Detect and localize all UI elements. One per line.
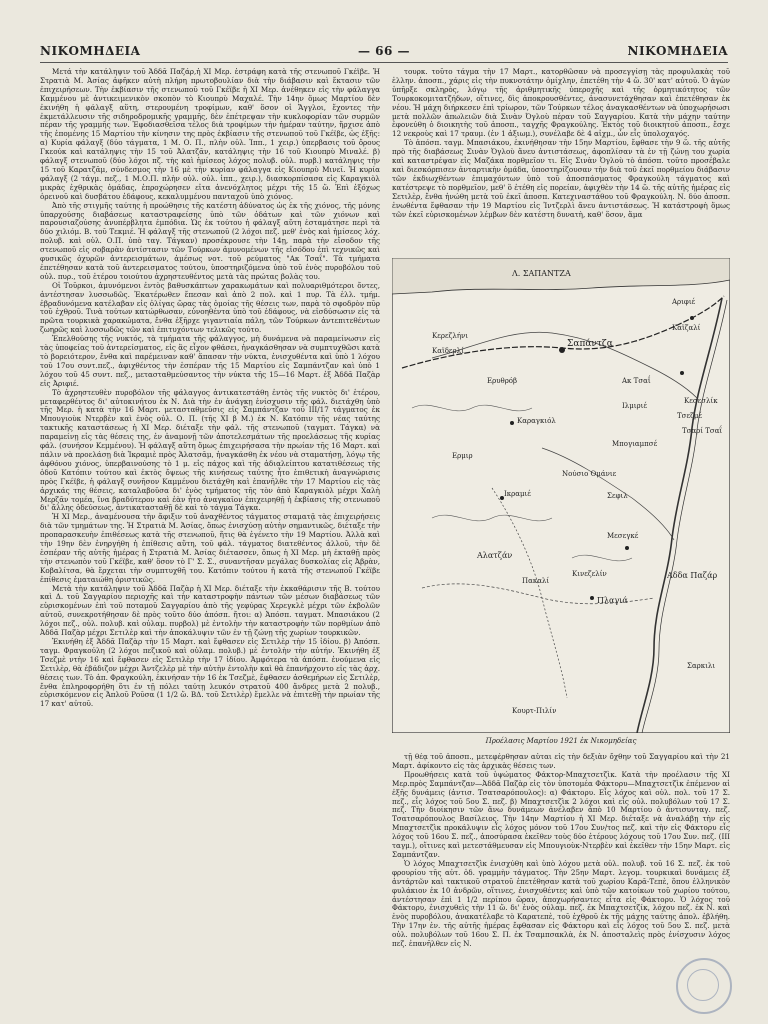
running-title-left: ΝΙΚΟΜΗΔΕΙΑ (40, 44, 141, 58)
map-label: Λ. ΣΑΠΑΝΤΖΑ (512, 269, 571, 278)
map-label: Ικραμιέ (504, 490, 531, 498)
map-label: Αλατζάν (477, 551, 513, 560)
map-label: Καραγκιόλ (517, 417, 556, 425)
map-label: Κεσεσλίκ (684, 397, 718, 405)
map-label: Τσεζμέ (677, 412, 703, 420)
paragraph: Ἡ ΧΙ Μερ., ἀναμένουσα τὴν ἄφιξιν τοῦ ἀναχθέντος τάγματος σταματᾷ τὰς ἐπιχειρήσεις διὰ τῶν τμημάτων της. Ἡ Στρατιὰ Μ. Ἀσίας, ὅπως ἐνισχύσῃ αὐτὴν σημαντικῶς, διέταξε τὴν προπαρασκευὴν ἐπιθέσεως κατὰ τῆς στενωποῦ, ἥτις θὰ ἐγένετο τὴν 19 Μαρτίου. Ἀλλὰ καὶ τὴν 19ην δὲν ἐνηργήθη ἡ ἐπίθεσις αὕτη, τοῦ φάλ. τάγματος διατεθέντος ἀλλοῦ, τὴν δὲ ἑσπέραν τῆς αὐτῆς ἡμέρας ἡ Στρατιὰ Μ. Ἀσίας διέτασσεν, ὅπως ἡ ΧΙ Μερ. μὴ ἐκταθῇ πρὸς τὴν στενωπὸν τοῦ Γκέϊβε, καθ' ὅσον τὸ Γ' Σ. Σ., συναντῆσαν μεγάλας δυσκολίας εἰς Ἀβρὰν, Κοβαλίτσα, θὰ ἔρχεται τὴν συμπτυχθῆ του. Κατόπιν τούτου ἡ κατὰ τῆς στενωποῦ Γκέϊβε ἐπίθεσις ἐματαιώθη ὁριστικῶς. (40, 512, 380, 584)
paragraph: Τὸ ἀχρηστευθὲν πυροβόλον τῆς φάλαγγος ἀντικατεστάθη ἐντὸς τῆς νυκτὸς δι' ἑτέρου, μεταφερθέντος δι' αὐτοκινήτου ἐκ Ν. Διὰ τὴν ἐν ἀνάγκῃ ἐνίσχυσιν τῆς φάλ. διετάχθη ὑπὸ τῆς Μερ. ἡ κατὰ τὴν 16 Μαρτ. μετασταθμεῦσις εἰς Σαμπάντζαν τοῦ ΙΙΙ/17 τάγματος ἐκ Μπουγιοὺκ Ντερβὲν καὶ ἑνὸς οὐλ. Ο. Π. (τῆς ΧΙ β Μ.) ἐκ Ν. Κατόπιν τῆς νέας ταύτης τακτικῆς καταστάσεως ἡ ΧΙ Μερ. διέταξε τὴν φάλ. τῆς στενωποῦ (ταγματ. Τάγκα) νὰ παραμείνῃ εἰς τὰς θέσεις της, ἐν ἀναμονῇ τῶν ἀποτελεσμάτων τῆς προελάσεως τῆς κυρίας φάλ. (συνήσον Κεμμένου). Ἡ φάλαγξ αὕτη ὅμως ἐπιχειρήσασα τὴν πρωίαν τῆς 16 Μαρτ. καὶ πάλιν νὰ προελάσῃ διὰ Ἰκραμιὲ πρὸς Ἀλατσᾶμ, ἠναγκάσθη ἐκ νέου νὰ σταματήσῃ, λόγῳ τῆς ἀφθόνου χιόνος, ὑπερβαινούσης τὸ 1 μ. εἰς πάχος καὶ τῆς ἀδιαλείπτου κατατιθέσεως τῆς ὁδοῦ Κατόπιν τούτου καὶ ἐκτὸς ὄψεως τῆς κινήσεως ταύτης ἦτο ἐπιθετικὴ ἀναγνώρισις πρὸς Γκέϊβε, ἡ φάλαγξ συνῆσον Καμμένου διετάχθη καὶ ἐπανῆλθε τὴν 17 Μαρτίου εἰς τὰς ἀρχικάς της θέσεις, καταλαβοῦσα δι' ἑνὸς τμήματος τῆς τὸν ἀπὸ Καραγκιὸλ μέχρι Χαλὴ Μερζᾶν τομέα, ἵνα βραδύτερον καὶ ἐὰν ἦτο ἀναγκαῖον ἐπιχειρηθῇ ἡ ἐκβίασις τῆς στενωποῦ δι' ἄλλης ὁδεύσεως, ἀντικατασταθῇ δὲ καὶ τὸ τάγμα Τάγκα. (40, 387, 380, 513)
paragraph: Ἐκινήθη ἐξ Ἀδδᾶ Παζὰρ τὴν 15 Μαρτ. καὶ ἔφθασεν εἰς Σετιλὲρ τὴν 15 ἰδίου. β) Ἀπόσπ. ταγμ. Φραγκούλη (2 λόχοι πεζικοῦ καὶ οὐλαμ. πολυβ.) μὲ ἐντολὴν τὴν αὐτήν. Ἐκινήθη ἐξ Τσεζμὲ ντὴν 16 καὶ ἔφθασεν εἰς Σετιλὲρ τὴν 17 ἰδίου. Ἀμφότερα τὰ ἀπόσπ. ἑνούμενα εἰς Σετιλὲρ, θὰ ἐβάδιζον μέχρι Ἀντζελὲρ μὲ τὴν αὐτὴν ἐντολὴν καὶ θὰ ἐπανήρχοντο εἰς τὰς ἀρχ. θέσεις των. Τὸ ἀπ. Φραγκούλη, ἐκινήσαν τὴν 16 ἐκ Τσεζμὲ, ἔφθασεν ἀσθεμήρων εἰς Σετιλὲρ, ἔνθα ἐπληροφορήθη ὅτι ἐν τῇ πόλει ταύτῃ λευκόν στρατοῦ 400 ἄνδρες μετὰ 2 πολυβ., εὑρισκόμενον εἰς Ἀπλοῦ Ροῦσα (1 1/2 ὥ. ΒΔ. τοῦ Σετιλὲρ) ἔμελλε νὰ ἐπιτεθῇ τὴν πρωίαν τῆς 17 κατ' αὐτοῦ. (40, 637, 380, 709)
map-label: Μπογιαμπσέ (612, 440, 658, 448)
running-title-right: ΝΙΚΟΜΗΔΕΙΑ (627, 44, 728, 58)
page-header (40, 44, 728, 62)
map-label: Κουρτ-Πιλίν (512, 707, 557, 715)
map-label: Αριφιέ (672, 298, 696, 306)
map-label: Τσαρί Τσαΐ (682, 427, 723, 435)
paragraph: Οἱ Τοῦρκοι, ἀμυνόμενοι ἐντὸς βαθυσκάπτων χαρακωμάτων καὶ πολυαριθμότεροι ὄντες, ἀντέστησαν λυσσωδῶς. Ἐκατέρωθεν ἔπεσαν καὶ ἀπὸ 2 πολ. καὶ 1 πυρ. Τὰ ἑλλ. τμήμ. ἐβραδυνόμενα κατέλαβαν εἰς ὀλίγας ὥρας τὰς ὁμοίας τῆς θέσεις των, παρὰ τὸ σφοδρὸν πῦρ τοῦ ἐχθροῦ. Τινὰ τούτων κατώρθωσαν, εὐνοηθέντα ὑπὸ τοῦ ἐδάφους, νὰ εἰσδύσωσιν εἰς τὰ πρῶτα τουρκικὰ χαρακώματα, ἔνθα ἐξῆρχε γιγαντιαία πάλη, τῶν Τούρκων ἀντεπιτεθέντων ζωηρῶς καὶ λυσσωδῶς τῶν καὶ ἐπιτυχόντων τελικῶς τούτο. (40, 280, 380, 335)
map-label: Αδδα Παζάρ (667, 571, 718, 580)
paragraph: τῇ θέᾳ τοῦ ἀποσπ., μετεφέρθησαν αὗται εἰς τὴν δεξιὰν ὄχθην τοῦ Σαγγαρίου καὶ τὴν 21 Μαρτ. ἀφίκοντο εἰς τὰς ἀρχικὰς θέσεις των. (392, 753, 730, 770)
map-label: Κινεζελίν (572, 570, 607, 578)
library-stamp (676, 958, 732, 1014)
map-label: Ερυθρόβ (487, 377, 518, 385)
map-label: Ακ Τσαΐ (622, 377, 651, 385)
map-label: Καϊζαλί (672, 324, 701, 332)
map-label: Καϊδερλί (432, 347, 464, 355)
map-drawing (392, 258, 730, 733)
map-label: Πακαλί (522, 577, 550, 585)
map-label: Ιλμιριέ (622, 402, 647, 410)
paragraph: Προωθήσεις κατὰ τοῦ ὑψώματος Φάκτορ-Μπαχτσετζὶκ. Κατὰ τὴν προέλασιν τῆς ΧΙ Μερ.πρὸς Σαμπάντζαν—Ἀδδᾶ Παζὰρ εἰς τὸν ὑποτομέα Φάκτορυ—Μπαχτσετζὶκ ἐπέμενον αἱ ἐξῆς δυνάμεις (ἀντισ. Τσατσαρόπουλος): α) Φάκτορυ. Εἷς λόχος καὶ οὐλ. πολ. τοῦ 17 Σ. πεζ., εἷς λόχος τοῦ 5ου Σ. πεζ. β) Μπαχτσετζὶκ 2 λόχοι καὶ εἷς οὐλ. πολυβόλων τοῦ 17 Σ. πεζ. Τὴν διοίκησιν τῶν ἄνω δυνάμεων ἀνέλαβεν ἀπὸ 10 Μαρτίου ὁ ἀντισυνταγ. πεζ. Τσατσαρόπουλος Βασίλειος. Τὴν 14ην Μαρτίου ἡ ΧΙ Μερ. διέταξε νὰ ἀναλάβῃ τὴν εἰς Μπαχτσετζὶκ προκάλυψιν εἷς λόχος μόνον τοῦ 17ου Συν/τος πεζ. καὶ τὴν εἰς Φάκτορυ εἷς λόχος τοῦ 16ου Σ. πεζ., ἀποσύρασα ἐκεῖθεν τοὺς δύο ἑτέρους λόχους τοῦ 17ου Συν. πεζ. (ΙΙΙ ταγμ.), οἵτινες καὶ μετεστάθμευσαν εἰς Μπουγιοὺκ-Ντερβὲν καὶ ἐκεῖθεν τὴν 15ην Μαρτ. εἰς Σαμπάντζαν. (392, 769, 730, 859)
paragraph: Ὁ λόχος Μπαχτσετζὶκ ἐνισχύθη καὶ ὑπὸ λόχου μετὰ οὐλ. πολυβ. τοῦ 16 Σ. πεζ. ἐκ τοῦ φρουρίου τῆς αὐτ. ὁδ. γραμμὴν τάγματος. Τὴν 25ην Μαρτ. λεγομ. τουρκικαὶ δυνάμεις ἐξ ἀντάρτῶν καὶ τακτικοῦ στρατοῦ ἐπετέθησαν κατὰ τοῦ χωρίου Καρᾶ-Τεπὲ, ὅπου ἑλληνικὸν φυλάκιον ἐκ 10 ἀνδρῶν, οἵτινες, ἐνισχυθέντες καὶ ὑπὸ τῶν κατοίκων τοῦ χωρίου τούτου, ἀντέστησαν ἐπὶ 1 1/2 περίπου ὥραν, ἀποχωρήσαντες εἶτα εἰς Φάκτορυ. Ὁ λόχος τοῦ Φάκτορυ, ἐνισχυθεὶς τὴν 11 ὥ. δι' ἑνὸς οὐλαμ. πεζ. ἐκ Μπαχτσετζίκ, λόχου πεζ. ἐκ Ν. καὶ ἑνὸς πυροβόλου, ἀνακατέλαβε τὸ Καρατεπὲ, τοῦ ἐχθροῦ ἐκ τῆς μάχης ταύτης ἀπολ. ἐβλήθη. Τὴν 17ην ἐν. τῆς αὐτῆς ἡμέρας ἔφθασαν εἰς Φάκτορυ καὶ εἷς λόχος τοῦ 5ου Σ. πεζ. μετὰ οὐλ. πολυβόλων τοῦ 16ου Σ. Π. ἐκ Τσαμπσακλὰ, ἐκ Ν. ἀποσταλεὶς πρὸς ἐνίσχυσιν λόχος πεζ. ἐπανῆλθεν εἰς Ν. (392, 858, 730, 949)
paragraph: Μετὰ τὴν κατάληψιν τοῦ Ἀδδᾶ Παζὰρ ἡ ΧΙ Μερ. διέταξε τὴν ἐκκαθάρισιν τῆς Β. τούτου καὶ Δ. τοῦ Σαγγαρίου περιοχῆς καὶ τὴν καταστροφὴν πάντων τῶν μέσων διαβάσεως τῶν εὑρισκομένων ἐπὶ τοῦ ποταμοῦ Σαγγαρίου ἀπὸ τῆς γεφύρας Χερεγκλὲ μέχρι τῶν ἐκβολῶν αὐτοῦ, συνεκροτήθησαν δὲ πρὸς τοῦτο δύο ἀπόσπ. ἤτοι: α) Ἀπόσπ. ταγματ. Μπασιάκου (2 λόχοι πεζ., οὐλ. πολυβ. καὶ οὐλαμ. πυρβολ) μὲ ἐντολὴν τὴν καταστροφὴν τῶν πορθμίων ἀπὸ Ἀδδᾶ Παζὰρ μέχρι Σετιλὲρ καὶ τὴν ἀποκάλυψιν τῶν ἐν τῇ ζώνῃ τῆς χωρίων τουρκικῶν. (40, 583, 380, 638)
map-label: Κερεζλήνι (432, 332, 469, 340)
left-text-column (40, 68, 380, 1012)
map-label: Πλαγιά (597, 596, 628, 605)
paragraph: Ἐπελθούσης τῆς νυκτός, τὰ τμήματα τῆς φάλαγγος, μὴ δυνάμενα νὰ παραμείνωσιν εἰς τὰς ὑποφείας τοῦ ἀντερείσματος, εἰς ἃς εἶχον φθάσει, ἠναγκάσθησαν νὰ συμπτυχθῶσι κατὰ τὸ βορειότερον, ἔνθα καὶ παρέμειναν καθ' ἅπασαν τὴν νύκτα, ἐνισχυθέντα καὶ ὑπὸ 1 λόχου τοῦ 17ου συντ.πεζ., ἀφιχθέντος τὴν ἑσπέραν τῆς 15 Μαρτίου εἰς Σαμπάντζαν καὶ ὑπὸ 1 λόχου τοῦ 45 συντ. πεζ., μετασταθμεύσαντος τὴν νύκτα τῆς 15—16 Μαρτ. ἐξ Ἀδδᾶ Παζὰρ εἰς Ἀριφιέ. (40, 334, 380, 388)
map-label: Ερμιρ (452, 452, 473, 460)
paragraph: Μετά τὴν κατάληψιν τοῦ Ἀδδᾶ Παζάρ,ἡ ΧΙ Μερ. ἐστράφη κατὰ τῆς στενωποῦ Γκέϊβε. Ἡ Στρατιὰ Μ. Ἀσίας ἀφῆκεν αὐτὴ πλήρη πρωτοβουλίαν διὰ τὴν διάβασιν καὶ ἔκτασιν τῶν ἐπιχειρήσεων. Τὴν ἐκβίασιν τῆς στενωποῦ τοῦ Γκέϊβε ἡ ΧΙ Μερ. ἀνέθηκεν εἰς τὴν φάλαγγα Καμμένου μὲ ἀντικειμενικὸν σκοπὸν τὸ Κιουπρὺ Μαχαλέ. Τὴν 14ην ὅμως Μαρτίου δὲν ἐκινήθη ἡ φάλαγξ αὕτη, στερουμένη τροφίμων, καθ' ὅσον οἱ Ἄγγλοι, ἔχοντες τὴν ἐκμετάλλευσιν τῆς σιδηροδρομικῆς γραμμῆς, δὲν ἐπέτρεψαν τὴν κυκλοφορίαν τῶν συρμῶν πέραν τῆς γραμμῆς των. Ἐφοδιασθεῖσα τέλος διὰ τροφίμων τὴν ἡμέραν ταύτην, ἤρχισε ἀπὸ τῆς ἐπομένης 15 Μαρτίου τὴν κίνησιν της πρὸς ἐκβίασιν τῆς στενωποῦ τοῦ Γκέϊβε, ὡς ἑξῆς: α) Κυρία φάλαγξ (δύο τάγματα, 1 Μ. Ο. Π., πλὴν οὐλ. Ἱππ., 1 χειρ.) ὑπερβασις τοῦ ὄρους Γκεούκ καὶ κατάληψις τὴν 15 τοῦ Ἀλατζᾶν, κατάληψις τὴν 16 τοῦ Κιουπρὺ Μιναλέ. β) φάλαγξ στενωποῦ (δύο λόχοι πζ. τὴς καὶ ἡμίσεος λόχος πολυβ. οὐλ. πυρβ.) κατάληψις τὴν 15 τοῦ Καρατζᾶμ, σύνδεσμος τὴν 16 μὲ τὴν κυρίαν φάλαγγα εἰς Κιουπρὺ Μινεῖ. Ἡ κυρία φάλαγξ (2 τάγμ. πεζ., 1 Μ.Ο.Π. πλὴν οὐλ. οὐλ. ἱππ., χειρ.), διασκορπίσασα εἰς Καραγκιὸλ μικρὰς ἐχθρικὰς ὁμάδας, ἐπροχώρησεν εἰτα ἀνενόχλητος μέχρι τῆς 15 ὥ. Ἐπὶ ἐξόχως ὀρεινοῦ καὶ δυσβάτου ἐδάφους, κεκαλυμμένου πανταχοῦ ὑπὸ χιόνος. (40, 68, 380, 201)
right-text-column-top (392, 68, 730, 256)
map-label: Σαπάντζα (567, 339, 613, 349)
map-label: Μεσεγκέ (607, 532, 639, 540)
map-caption: Προέλασις Μαρτίου 1921 ἐκ Νικομηδείας (485, 737, 637, 745)
page-number: — 66 — (357, 44, 411, 58)
map-label: Σαρκιλι (687, 662, 716, 670)
paragraph: τουρκ. τοῦτο τάγμα τὴν 17 Μαρτ., κατορθῶσαν νὰ προσεγγίσῃ τὰς προφυλακὰς τοῦ ἑλλην. ἀποσπ., χάρις εἰς τὴν πυκνοτάτην ὁμίχλην, ἐπετέθη τὴν 4 ὥ. 30' κατ' αὐτοῦ. Ὁ ἀγὼν ὑπῆρξε σκληρὸς, λόγῳ τῆς ἀριθμητικῆς ὑπεροχῆς καὶ τῆς ὁρμητικότητος τῶν Τουρκοκομιτατζήδων, οἵτινες, δὶς ἀποκρουσθέντες, ἀνασυνετάχθησαν καὶ ἐπετέθησαν ἐκ νέου. Ἡ μάχη διήρκεσεν ἐπὶ τρίωρον, τῶν Τούρκων τέλος ἀναγκασθέντων νὰ ὑποχωρήσωσι μετὰ πολλῶν ἀπωλειῶν διὰ Σινὰν Ὀγλοὺ πέραν τοῦ Σαγγαρίου. Κατὰ τὴν μάχην ταύτην ἐφονεύθη ὁ διοικητὴς τοῦ ἀποσπ., ταγχῆς Φραγκούλης. Ἐκτὸς τοῦ διοικητοῦ ἀποσπ., ἔσχε 12 νεκροὺς καὶ 17 τραυμ. (ἐν 1 ἀξιωμ.), συνέλαβε δὲ 4 αἰχμ., ὧν εἷς ὑπολοχαγός. (392, 68, 730, 139)
map-label: Σεφιλ (607, 492, 628, 500)
paragraph: Τὸ ἀπόσπ. ταγμ. Μπασιάκου, ἐκινήθησαν τὴν 15ην Μαρτίου, ἔφθασε τὴν 9 ὥ. τῆς αὐτῆς πρὸ τῆς διαβάσεως Σινὰν Ὀγλοὺ ἄνευ ἀντιστάσεως, ἀφοπλίσαν τὰ ἐν τῇ ζώνῃ του χωρία καὶ καταστρέψαν εἰς Μαζάκα πορθμεῖον τι. Εἰς Σινὰν Ὀγλοὺ τὸ ἀπόσπ. τοῦτο προσέβαλε καὶ διεσκόρπισεν ἀνταρτικὴν ὁμάδα, ὑποστηρίζουσαν τὴν διὰ τοῦ ἐκεῖ πορθμείου διάβασιν τῶν ἐκδιωχθέντων ἐπιμαχόντων ὑπὸ τοῦ ἀποσπάσματος Φραγκούλη τάγματος καὶ κατέστρεψε τὸ πορθμεῖον, μεθ' ὃ ἐτέθη εἰς πορείαν, ἀφιχθὲν τὴν 14 ὥ. τῆς αὐτῆς ἡμέρας εἰς Σετιλὲρ, ἔνθα ἠνώθη μετὰ τοῦ ἐκεῖ ἀποσπ. Κατεχιναστάθου τοῦ Φραγκούλη. Ν. δύο ἀποσπ. ἑνωθέντα ἔφθασαν τὴν 19 Μαρτίου εἰς Ἰντζερλὶ ἄνευ ἀντιστάσεως. Ἡ κατάστροφὴ ὅμως τῶν ἐκεῖ εὑρισκομένων λέμβων δὲν κατέστη δυνατὴ, καθ' ὅσον, ἅμα (392, 138, 730, 219)
paragraph: Ἀπὸ τῆς στιγμῆς ταύτης ἡ προώθησις τῆς κατέστη ἀδύνατος ὡς ἐκ τῆς χιόνος, τῆς μόνης ὑπαρχούσης διαβάσεως καταστραφείσης ὑπὸ τῶν ὀδάτων καὶ τῶν χιόνων καὶ παρουσιαζούσης ἀνυπέρβλητα ἐμπόδια. Ὡς ἐκ τούτου ἡ φάλαγξ αὕτη ἐσταμάτησε περὶ τὰ δύο χιλιόμ. Β. τοῦ Τεκμιέ. Ἡ φάλαγξ τῆς στενωποῦ (2 λόχοι πεζ. μεθ' ἑνὸς καὶ ἡμίσεος λόχ. πολυβ. καὶ οὐλ. Ο.Π. ὑπὸ ταγ. Τάγκαν) προσέκρουσε τὴν 14ῃ, παρὰ τὴν εἴσοδον τῆς στενωποῦ εἰς σοβαρὰν ἀντίστασιν τῶν Τούρκων ἀμυνομένων τῆς εἰσόδου ἐπὶ τεχνικῶς καὶ φυσικῶς ὀχυρῶν ἀντερεισμάτων, ἀμέσως νοτ. τοῦ ρεύματος "Ακ Τσαΐ". Τὰ τμήματα ἐπετέθησαν κατὰ τοῦ ἀντερεισματος τούτου, ὑποστηριζόμενα ὑπὸ τοῦ ἑνὸς πυροβόλου τοῦ οὐλ. πυρ., τοῦ ἑτέρου τοιούτου ἀχρηστευθέντος μετὰ τὰς πρώτας βολὰς του. (40, 200, 380, 281)
map-label: Νούσιο Ομάνιε (562, 470, 617, 478)
campaign-map (392, 258, 730, 733)
header-rule (40, 62, 728, 63)
